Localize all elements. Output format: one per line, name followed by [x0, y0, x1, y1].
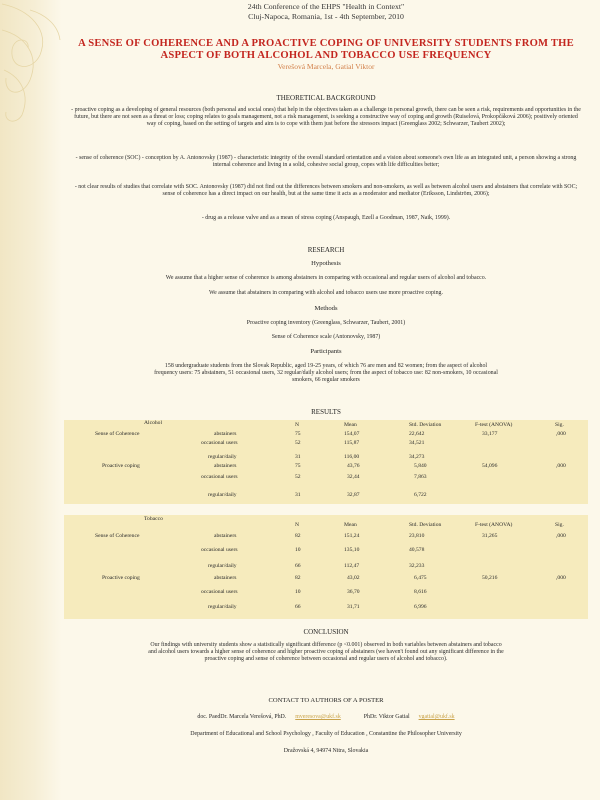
row-group: occasional users [201, 440, 238, 446]
row-sd: 40,578 [409, 547, 425, 553]
row-sd: 34,273 [409, 454, 425, 460]
column-header-sig: Sig. [555, 522, 564, 528]
row-n: 52 [295, 474, 301, 480]
contact-department: Department of Educational and School Psychology , Faculty of Education , Constantine the Philosopher University [190, 731, 462, 737]
participants-line-1: 158 undergraduate students from the Slovak Republic, aged 19-25 years, of which 76 are men and 82 women; from the aspect of alcohol [164, 363, 488, 369]
poster-page [62, 0, 590, 800]
row-mean: 154,07 [344, 431, 360, 437]
row-n: 82 [295, 533, 301, 539]
poster-authors: Verešová Marcela, Gatial Viktor [277, 62, 375, 71]
row-sd: 6,722 [414, 492, 427, 498]
column-header-f: F-test (ANOVA) [475, 522, 513, 528]
row-mean: 32,44 [347, 474, 360, 480]
row-sd: 23,810 [409, 533, 425, 539]
row-n: 66 [295, 604, 301, 610]
row-mean: 112,47 [344, 563, 360, 569]
corner-ornament-icon [0, 0, 70, 130]
row-group: abstainers [214, 431, 237, 437]
row-mean: 135,10 [344, 547, 360, 553]
row-group: regular/daily [208, 604, 237, 610]
tobacco-results-table [64, 515, 588, 619]
poster-title [62, 38, 590, 62]
row-group: regular/daily [208, 492, 237, 498]
title-line-2: ASPECT OF BOTH ALCOHOL AND TOBACCO USE FREQUENCY [160, 50, 492, 61]
row-f: 54,096 [482, 463, 498, 469]
column-header-mean: Mean [344, 522, 357, 528]
row-sd: 6,996 [414, 604, 427, 610]
row-f: 50,216 [482, 575, 498, 581]
row-sd: 32,233 [409, 563, 425, 569]
background-paragraph-2: - sense of coherence (SOC) - conception by A. Antonovsky (1987) - characteristic integrity of the overall standard orientation and a vision about someone's own life as an integrated unit, a person showing a strong internal coherence and living in a solid, cohesive social group, copes with life difficulties better; [75, 155, 577, 168]
conclusion-line-1: Our findings with university students show a statistically significant difference (p <0.001) observed in both variables between abstainers and tobacco [150, 642, 502, 648]
row-mean: 31,71 [347, 604, 360, 610]
hypothesis-2: We assume that abstainers in comparing with alcohol and tobacco users use more proactive coping. [209, 290, 443, 296]
row-n: 66 [295, 563, 301, 569]
row-sig: ,000 [556, 463, 566, 469]
author-2-name: PhDr. Viktor Gatial [363, 714, 410, 720]
row-group: abstainers [214, 575, 237, 581]
results-heading: RESULTS [311, 408, 341, 416]
participants-line-3: smokers, 66 regular smokers [292, 377, 360, 383]
column-header-n: N [295, 522, 300, 528]
row-sig: ,000 [556, 431, 566, 437]
alcohol-results-table [64, 420, 588, 504]
alcohol-table-label: Alcohol [144, 420, 163, 426]
author-2-email-link[interactable]: vgatial@ukf.sk [418, 714, 455, 720]
column-header-sd: Std. Deviation [409, 422, 442, 428]
row-variable: Sense of Coherence [95, 533, 140, 539]
author-1-email-link[interactable]: mveresova@ukf.sk [295, 714, 341, 720]
title-line-1: A SENSE OF COHERENCE AND A PROACTIVE COPING OF UNIVERSITY STUDENTS FROM THE [78, 38, 574, 49]
method-2: Sense of Coherence scale (Antonovsky, 1987) [271, 334, 381, 340]
research-heading: RESEARCH [307, 246, 345, 254]
row-f: 33,177 [482, 431, 498, 437]
row-sd: 6,475 [414, 575, 427, 581]
row-group: occasional users [201, 547, 238, 553]
row-group: abstainers [214, 533, 237, 539]
column-header-mean: Mean [344, 422, 357, 428]
row-variable: Sense of Coherence [95, 431, 140, 437]
methods-heading: Methods [314, 305, 338, 312]
row-sd: 7,863 [414, 474, 427, 480]
row-variable: Proactive coping [102, 575, 140, 581]
row-n: 75 [295, 463, 301, 469]
row-n: 10 [295, 589, 301, 595]
method-1: Proactive coping inventory (Greenglass, Schwarzer, Taubert, 2001) [246, 320, 406, 326]
conference-name: 24th Conference of the EHPS "Health in Context" [247, 2, 405, 11]
contact-authors-line [70, 714, 582, 721]
row-sd: 8,616 [414, 589, 427, 595]
participants-text [70, 363, 582, 384]
row-n: 10 [295, 547, 301, 553]
row-n: 52 [295, 440, 301, 446]
row-mean: 43,02 [347, 575, 360, 581]
conference-header [62, 2, 590, 22]
conclusion-line-3: proactive coping and sense of coherence between occasional and regular users of alcohol and tobacco). [204, 656, 448, 662]
conclusion-line-2: and alcohol users towards a higher sense of coherence and higher proactive coping of abstainers (we haven't found out any significant difference in the [148, 649, 504, 655]
row-mean: 151,24 [344, 533, 360, 539]
contact-address: Dražovská 4, 94974 Nitra, Slovakia [283, 748, 369, 754]
row-group: regular/daily [208, 563, 237, 569]
conference-location: Cluj-Napoca, Romania, 1st - 4th September, 2010 [248, 12, 404, 21]
author-1-name: doc. PaedDr. Marcela Verešová, PhD. [197, 714, 287, 720]
row-variable: Proactive coping [102, 463, 140, 469]
participants-heading: Participants [310, 348, 342, 355]
column-header-sig: Sig. [555, 422, 564, 428]
row-mean: 115,87 [344, 440, 360, 446]
tobacco-table-label: Tobacco [144, 516, 163, 522]
row-sd: 5,840 [414, 463, 427, 469]
background-paragraph-1: - proactive coping as a developing of general resources (both personal and social ones) that help in the objectives taken as a challenge in personal growth, there can be seen a risk, requirements and opportunities in the future, but there are not seen as a threat or loss; coping relates to goals management, not a risk management, is seeking a constructive way of coping and growth (Ruiselová, Prokopčáková 2006); positively oriented way of coping, based on the setting of targets and aim is to cope with them just before the stressors impact (Greenglass 2002; Schwarzer, Taubert 2002); [71, 107, 581, 127]
row-mean: 116,00 [344, 454, 360, 460]
row-sd: 34,521 [409, 440, 425, 446]
row-group: occasional users [201, 589, 238, 595]
row-n: 75 [295, 431, 301, 437]
row-sig: ,000 [556, 533, 566, 539]
column-header-sd: Std. Deviation [409, 522, 442, 528]
row-n: 82 [295, 575, 301, 581]
background-paragraph-4: - drug as a release valve and as a mean of stress coping (Anspaugh, Ezell a Goodman, 1987, Naik, 1999). [201, 215, 451, 221]
row-sig: ,000 [556, 575, 566, 581]
row-n: 31 [295, 454, 301, 460]
conclusion-heading: CONCLUSION [303, 628, 349, 636]
row-group: occasional users [201, 474, 238, 480]
theoretical-background-heading: THEORETICAL BACKGROUND [276, 94, 376, 102]
hypothesis-1: We assume that a higher sense of coherence is among abstainers in comparing with occasional and regular users of alcohol and tobacco. [165, 275, 487, 281]
conclusion-text [56, 642, 596, 663]
row-group: regular/daily [208, 454, 237, 460]
row-mean: 43,76 [347, 463, 360, 469]
hypothesis-heading: Hypothesis [311, 260, 341, 267]
row-group: abstainers [214, 463, 237, 469]
contact-heading: CONTACT TO AUTHORS OF A POSTER [268, 697, 384, 704]
background-paragraph-3: - not clear results of studies that correlate with SOC. Antonovsky (1987) did not find out the differences between smokers and non-smokers, as well as between alcohol users and abstainers that correlate with SOC; sense of coherence has a direct impact on our health, but at the same time it acts as a moderator and mediator (Eriksson, Lindström, 2006); [74, 184, 578, 197]
column-header-n: N [295, 422, 300, 428]
row-n: 31 [295, 492, 301, 498]
participants-line-2: frequency users: 75 abstainers, 51 occasional users, 32 regular/daily alcohol users; from the aspect of tobacco use: 82 non-smokers, 10 occasional [154, 370, 498, 376]
row-mean: 32,87 [347, 492, 360, 498]
row-sd: 22,642 [409, 431, 425, 437]
row-f: 31,265 [482, 533, 498, 539]
column-header-f: F-test (ANOVA) [475, 422, 513, 428]
row-mean: 36,70 [347, 589, 360, 595]
